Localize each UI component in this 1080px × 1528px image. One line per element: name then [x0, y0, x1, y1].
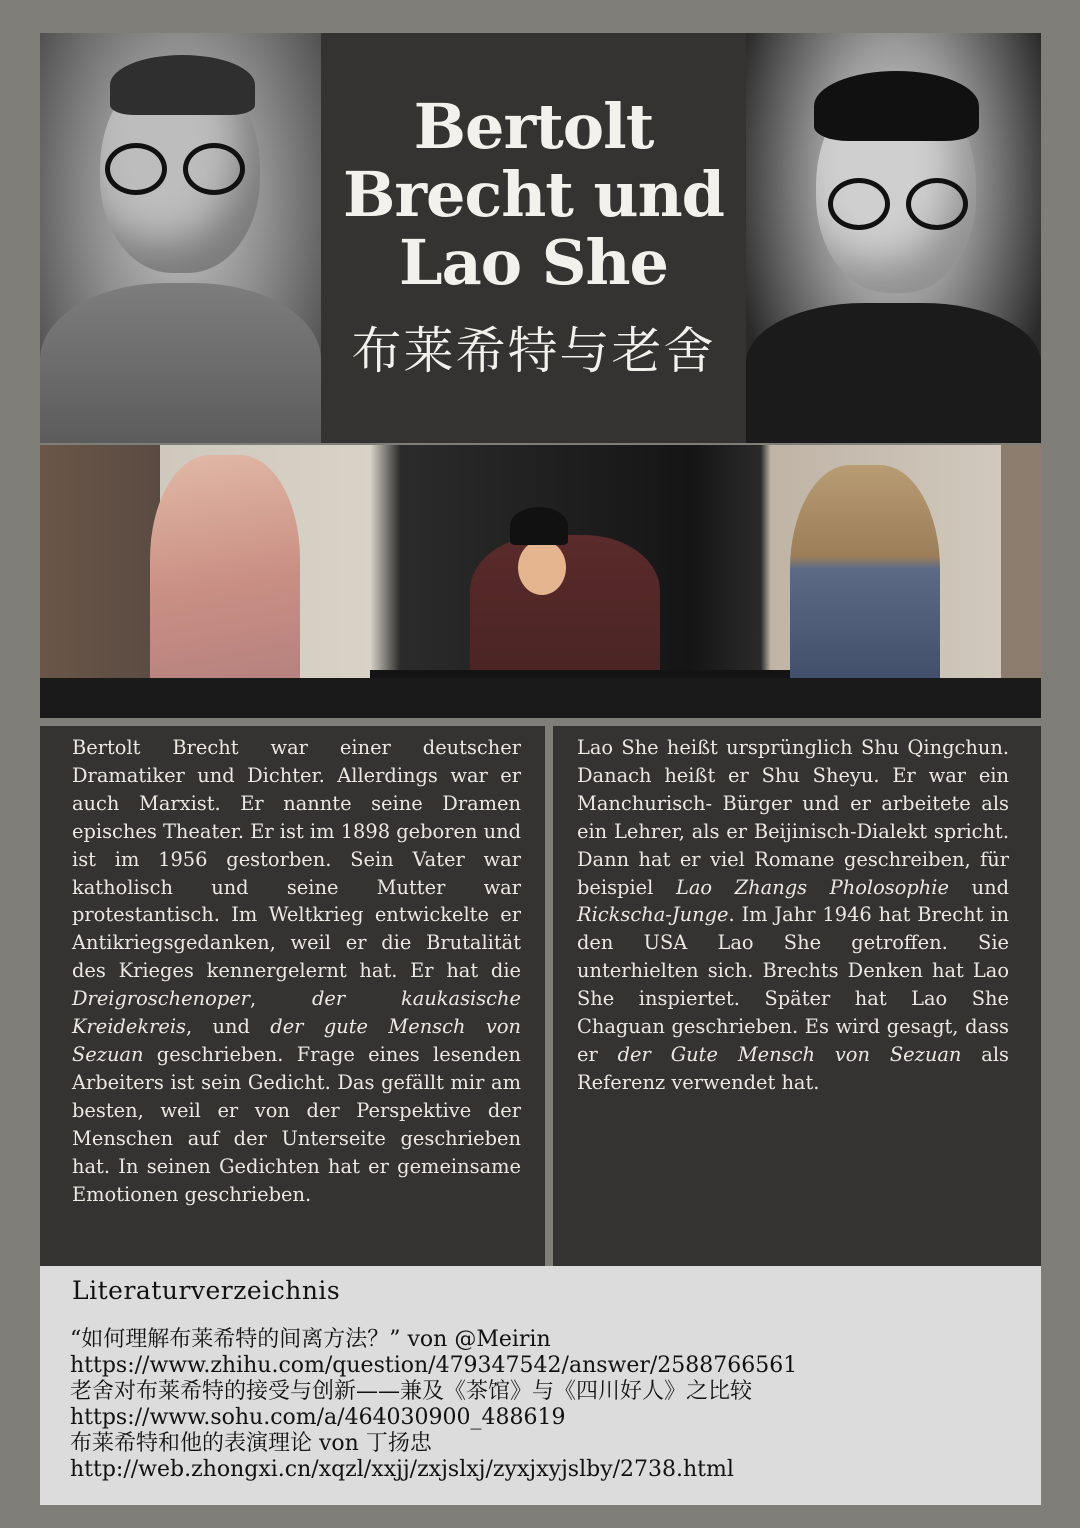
title-block	[321, 33, 746, 443]
reference-link[interactable]: http://web.zhongxi.cn/xqzl/xxjj/zxjslxj/zyxjxyjslby/2738.html	[70, 1457, 734, 1482]
work-title: Dreigroschenoper	[72, 987, 250, 1011]
reference-link[interactable]: https://www.zhihu.com/question/479347542/answer/2588766561	[70, 1353, 798, 1378]
lao-she-paragraph: Lao She heißt ursprünglich Shu Qingchun. Danach heißt er Shu Sheyu. Er war ein Manchurisch- Bürger und er arbeitete als ein Lehrer, als er Beijinisch-Dialekt spricht. Dann hat er viel Romane geschreiben, für beispiel Lao Zhangs Pholosophie und Rickscha-Junge. Im Jahr 1946 hat Brecht in den USA Lao She getroffen. Sie unterhielten sich. Brechts Denken hat Lao She inspiertet. Später hat Lao She Chaguan geschrieben. Es wird gesagt, dass er der Gute Mensch von Sezuan als Referenz verwendet hat.	[577, 736, 1009, 1094]
work-title: der kaukasische Kreidekreis	[72, 987, 522, 1039]
reference-line: 布莱希特和他的表演理论 von 丁扬忠	[70, 1431, 432, 1456]
lao-she-portrait	[746, 33, 1041, 443]
lao-she-text-column	[553, 726, 1041, 1266]
work-title: Lao Zhangs Pholosophie	[675, 875, 949, 899]
work-title: der Gute Mensch von Sezuan	[617, 1042, 962, 1066]
stage-photo	[40, 445, 1041, 718]
reference-link[interactable]: https://www.sohu.com/a/464030900_488619	[70, 1405, 566, 1430]
references-heading: Literaturverzeichnis	[72, 1276, 341, 1305]
title-chinese: 布莱希特与老舍	[351, 322, 716, 380]
title-line-1: Bertolt	[413, 90, 654, 163]
reference-line: “如何理解布莱希特的间离方法？” von @Meirin	[70, 1327, 551, 1352]
title-line-2: Brecht und	[342, 158, 725, 231]
brecht-text-column	[40, 726, 545, 1266]
reference-line: 老舍对布莱希特的接受与创新——兼及《茶馆》与《四川好人》之比较	[70, 1379, 753, 1404]
work-title: Rickscha-Junge	[577, 903, 729, 927]
brecht-paragraph: Bertolt Brecht war einer deutscher Dramatiker und Dichter. Allerdings war er auch Marxist. Er nannte seine Dramen episches Theater. Er ist im 1898 geboren und ist im 1956 gestorben. Sein Vater war katholisch und seine Mutter war protestantisch. Im Weltkrieg entwickelte er Antikriegsgedanken, weil er die Brutalität des Krieges kennergelernt hat. Er hat die Dreigroschenoper, der kaukasische Kreidekreis, und der gute Mensch von Sezuan geschrieben. Frage eines lesenden Arbeiters ist sein Gedicht. Das gefällt mir am besten, weil er von der Perspektive der Menschen auf der Unterseite geschrieben hat. In seinen Gedichten hat er gemeinsame Emotionen geschrieben.	[72, 736, 522, 1206]
brecht-portrait	[40, 33, 321, 443]
poster	[40, 33, 1041, 1505]
references-section	[40, 1266, 1041, 1505]
work-title: der gute Mensch von Sezuan	[72, 1015, 521, 1066]
title-line-3: Lao She	[398, 226, 668, 299]
